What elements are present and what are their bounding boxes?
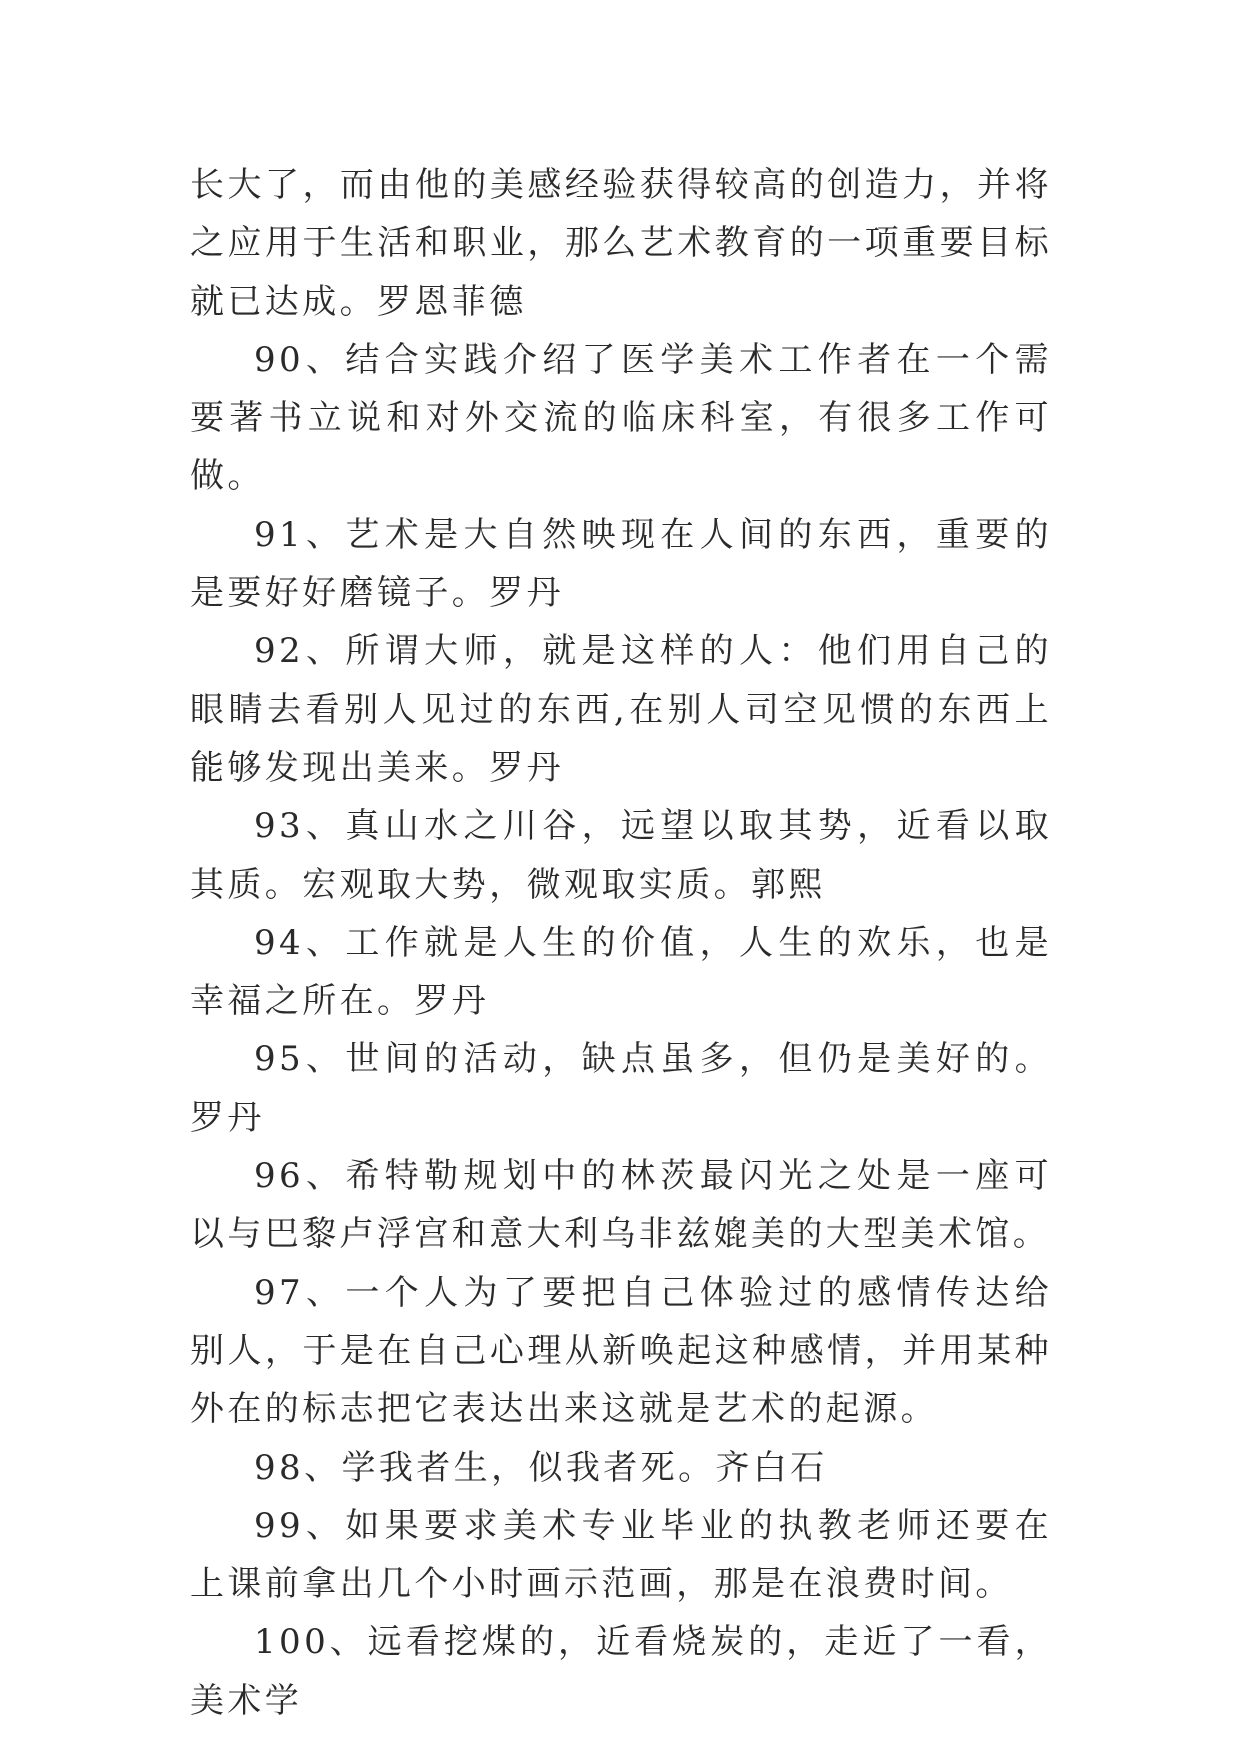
paragraph-quote-92: 92、所谓大师，就是这样的人：他们用自己的眼睛去看别人见过的东西,在别人司空见惯的东西上能够发现出美来。罗丹: [190, 631, 1052, 788]
paragraph-quote-97: 97、一个人为了要把自己体验过的感情传达给别人，于是在自己心理从新唤起这种感情，并用某种外在的标志把它表达出来这就是艺术的起源。: [190, 1272, 1052, 1430]
paragraph-quote-93: 93、真山水之川谷，远望以取其势，近看以取其质。宏观取大势，微观取实质。郭熙: [190, 806, 1052, 905]
paragraph-quote-90: 90、结合实践介绍了医学美术工作者在一个需要著书立说和对外交流的临床科室，有很多工作可做。: [190, 339, 1052, 497]
paragraph-quote-99: 99、如果要求美术专业毕业的执教老师还要在上课前拿出几个小时画示范画，那是在浪费时间。: [190, 1505, 1052, 1605]
paragraph-quote-95: 95、世间的活动，缺点虽多，但仍是美好的。罗丹: [190, 1039, 1052, 1138]
paragraph-quote-94: 94、工作就是人生的价值，人生的欢乐，也是幸福之所在。罗丹: [190, 922, 1052, 1022]
paragraph-quote-98: 98、学我者生，似我者死。齐白石: [254, 1447, 828, 1488]
paragraph-quote-91: 91、艺术是大自然映现在人间的东西，重要的是要好好磨镜子。罗丹: [190, 514, 1052, 614]
document-body: [190, 156, 1052, 1730]
paragraph-quote-96: 96、希特勒规划中的林茨最闪光之处是一座可以与巴黎卢浮宫和意大利乌非兹媲美的大型美术馆。: [190, 1156, 1052, 1255]
paragraph-quote-100: 100、远看挖煤的，近看烧炭的，走近了一看，美术学: [190, 1622, 1052, 1721]
paragraph-continuation: 长大了，而由他的美感经验获得较高的创造力，并将之应用于生活和职业，那么艺术教育的一项重要目标就已达成。罗恩菲德: [190, 165, 1052, 322]
